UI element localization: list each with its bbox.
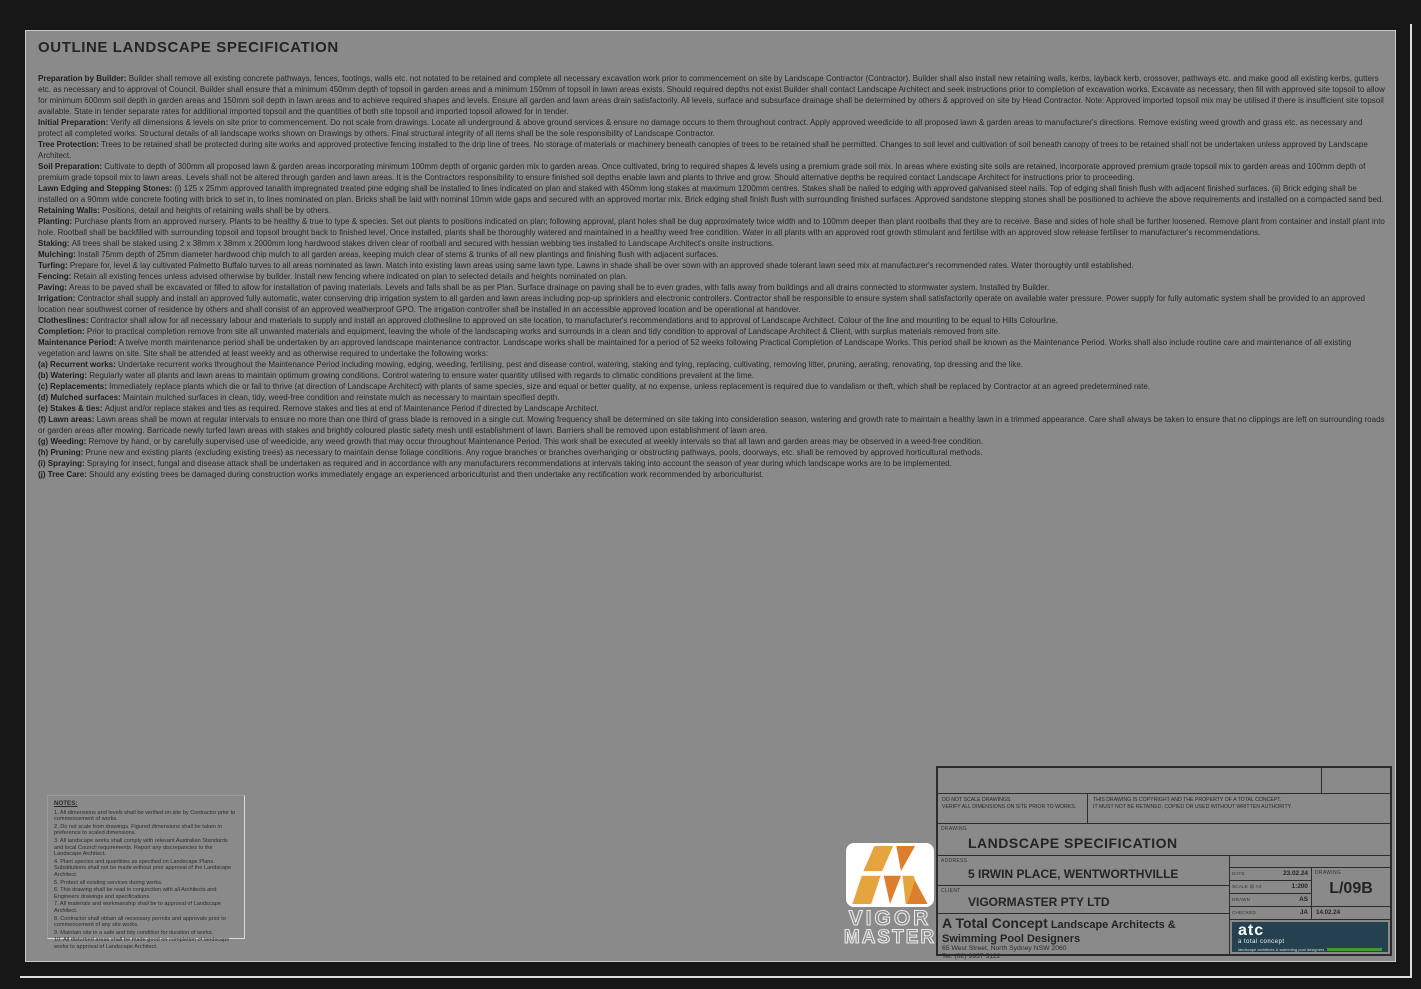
spec-paragraph [38,370,1386,381]
meta-value: 1:200 [1291,883,1308,890]
title-block-left-column [938,856,1230,960]
spec-paragraph-text: Remove by hand, or by carefully supervised use of weedicide, any weed growth that may occur throughout Maintenance Period. This work shall be executed at weekly intervals so that all lawn and garden areas may be observed in a weed-free condition. [88,437,984,446]
spec-paragraph-text: Spraying for insect, fungal and disease attack shall be undertaken as required and in accordance with any manufacturers recommendations at intervals taking into account the season of year during which landscape works are to be implemented. [86,459,952,468]
meta-label: DRAWN [1232,897,1251,902]
drawing-number-label: DRAWING [1315,870,1342,876]
note-item: 9. Maintain site in a safe and tidy condition for duration of works. [54,929,214,936]
spec-paragraph-heading: Maintenance Period: [38,338,119,347]
spec-paragraph-heading: Clotheslines: [38,316,91,325]
spec-paragraph-heading: (f) Lawn areas: [38,415,97,424]
specification-body [38,73,1386,480]
spec-paragraph-text: Trees to be retained shall be protected during site works and approved protective fencing installed to the drip line of trees. No storage of materials or machinery beneath canopies of trees to be retained shall be permitted. Changes to soil level and cultivation of soil beneath canopy of trees to be retained shall not be undertaken unless approved by Landscape Architect. [38,140,1368,160]
spec-paragraph-heading: Initial Preparation: [38,118,111,127]
spec-paragraph-text: All trees shall be staked using 2 x 38mm x 38mm x 2000mm long hardwood stakes driven clear of rootball and secured with hessian webbing ties installed to Landscape Architect's onsite instructions. [71,239,775,248]
spec-paragraph [38,326,1386,337]
spec-paragraph-heading: Turfing: [38,261,70,270]
note-item: 6. This drawing shall be read in conjunction with all Architects and Engineers drawings and specifications. [54,887,217,900]
drawing-title-row [938,824,1390,856]
firm-phone: Tel: (02) 9957 5122 [942,953,1001,960]
atc-logo [1232,922,1388,952]
spec-paragraph-heading: (d) Mulched surfaces: [38,393,123,402]
spec-paragraph [38,337,1386,359]
spec-paragraph [38,205,1386,216]
address-label: ADDRESS [941,858,968,864]
disclaimer-row [938,794,1390,824]
spec-paragraph-heading: Paving: [38,283,70,292]
spec-paragraph-text: Builder shall remove all existing concrete pathways, fences, footings, walls etc. not notated to be retained and complete all necessary excavation work prior to commencement on site by Landscape Contractor (Contractor). Builder shall also install new retaining walls, kerbs, layback kerb, crossover, pathways etc. and make good all existing kerbs, gutters etc. as necessary and to approval of Council. Builder shall ensure that a minimum 450mm depth of topsoil in garden areas and a minimum 150mm of topsoil in lawn areas exists. Should required depths not exist Builder shall contact Landscape Architect and seek instructions prior to completion of excavation works. Excavate as necessary, then fill with approved site topsoil to allow for minimum 600mm soil depth in garden areas and 150mm soil depth in lawn areas and to achieve required shapes and levels. Ensure all garden and lawn areas drain satisfactorily. All levels, surface and subsurface drainage shall be determined by others & approved on site by Head Contractor. Note: Approved imported topsoil mix may be utilised if there is insufficient site topsoil available. State in tender separate rates for additional imported topsoil and the quantities of both site topsoil and imported topsoil allowed for in tender. [38,74,1385,116]
note-item: 1. All dimensions and levels shall be verified on site by Contractor prior to commencement of works. [54,809,236,823]
spec-paragraph-heading: Soil Preparation: [38,162,105,171]
client-row [938,886,1229,914]
spec-paragraph-heading: (h) Pruning: [38,448,86,457]
spec-paragraph-heading: (g) Weeding: [38,437,89,446]
spec-paragraph [38,458,1386,469]
vigor-wordmark: VIGOR [848,907,932,930]
spec-paragraph-text: Undertake recurrent works throughout the Maintenance Period including mowing, edging, weeding, fertilising, pest and disease control, watering, staking and tying, replacing, cultivating, removing litter, pruning, aerating, renovating, top dressing and the like. [118,360,1023,369]
disclaimer-line: VERIFY ALL DIMENSIONS ON SITE PRIOR TO WORKS. [942,803,1077,810]
spec-paragraph-heading: Mulching: [38,250,78,259]
meta-row-drawn [1230,894,1311,907]
spec-paragraph-text: Verify all dimensions & levels on site prior to commencement. Do not scale from drawings. Locate all underground & above ground services & ensure no damage occurs to them throughout contract. Apply approved weedicide to all proposed lawn & garden areas to manufacturer's directions. Remove existing weed growth and grass etc. as necessary and protect all completed works. Structural details of all landscape works shown on Drawings by others. Final structural integrity of all items shall be the sole responsibility of Landscape Contractor. [38,118,1363,138]
meta-label: CHECKED [1232,910,1256,915]
atc-tagline: landscape architects & swimming pool designers [1238,947,1325,952]
note-item: 4. Plant species and quantities as specified on Landscape Plans. Substitutions shall not be made without prior approval of the Landscape Architect. [54,858,232,878]
spec-paragraph-text: Regularly water all plants and lawn areas to maintain optimum growing conditions. Control watering to ensure water quantity utilised with regards to climatic conditions prevalent at the time. [89,371,755,380]
meta-value: 23.02.24 [1283,870,1308,877]
client-label: CLIENT [941,888,961,894]
spec-paragraph-heading: (b) Watering: [38,371,90,380]
spec-paragraph-text: Prune new and existing plants (excluding existing trees) as necessary to maintain dense foliage conditions. Any rogue branches or branches overhanging or obstructing pathways, pools, doorways, etc. shall be removed by approved horticultural methods. [85,448,983,457]
atc-wordmark: atc [1238,922,1265,939]
spec-paragraph-text: (i) 125 x 25mm approved tanalith impregnated treated pine edging shall be installed to lines indicated on plan and staked with 450mm long stakes at maximum 1200mm centres. Stakes shall be nailed to edging with approved galvanised steel nails. Top of edging shall finish flush with adjacent finished surfaces. (ii) Brick edging shall be installed on a 90mm wide concrete footing with brick to set in, to lines nominated on plan. Bricks shall be laid with nominal 10mm wide gaps and secured with an approved mortar mix. Brick edging shall finish flush with surrounding finished surfaces. Approved sandstone stepping stones shall be positioned to achieve the above requirements and installed on a compacted sand bed. [38,184,1384,204]
drawing-number-cell [1312,868,1390,907]
spec-paragraph-text: Retain all existing fences unless advised otherwise by builder. Install new fencing where indicated on plan to selected details and heights nominated on plan. [73,272,628,281]
spec-paragraph [38,414,1386,436]
spec-paragraph-heading: (c) Replacements: [38,382,110,391]
note-item: 7. All materials and workmanship shall be to approval of Landscape Architect. [54,901,221,914]
meta-table [1230,868,1312,920]
spec-paragraph-text: Positions, detail and heights of retaining walls shall be by others. [102,206,331,215]
vigor-m-icon [850,846,930,904]
drawing-number: L/09B [1329,880,1373,897]
notes-heading: NOTES: [54,800,78,807]
spec-paragraph [38,117,1386,139]
client-value: VIGORMASTER PTY LTD [968,895,1110,909]
page-title: OUTLINE LANDSCAPE SPECIFICATION [38,39,339,56]
spec-paragraph-heading: Irrigation: [38,294,78,303]
spec-paragraph [38,282,1386,293]
spec-paragraph-text: Adjust and/or replace stakes and ties as required. Remove stakes and ties at end of Maintenance Period if directed by Landscape Architect. [104,404,599,413]
issue-date-cell [1312,907,1390,920]
atc-green-bar-icon [1327,948,1382,951]
meta-row-scale [1230,881,1311,894]
spec-paragraph-text: Purchase plants from an approved nursery. Plants to be healthy & true to type & species. Set out plants to positions indicated on plan; following approval, plant holes shall be dug approximately twice width and to 100mm deeper than plant rootballs that they are to receive. Base and sides of hole shall be further loosened. Remove plant from container and install plant into hole. Rootball shall be backfilled with surrounding topsoil and topsoil brought back to finished level. Once installed, plants shall be thoroughly watered and maintained in a healthy weed free condition. Water in all plants with an approved root growth stimulant and fertilise with an approved slow release fertiliser to manufacturer's recommendations. [38,217,1385,237]
spec-paragraph-heading: Retaining Walls: [38,206,103,215]
spec-paragraph-heading: Completion: [38,327,87,336]
firm-address: 65 West Street, North Sydney NSW 2060 [942,945,1067,952]
spec-paragraph [38,238,1386,249]
spec-paragraph [38,392,1386,403]
spec-paragraph-text: A twelve month maintenance period shall be undertaken by an approved landscape maintenance contractor. Landscape works shall be maintained for a period of 52 weeks following Practical Completion of Landscape Works. This period shall be known as the Maintenance Period. Works shall also include routine care and maintenance of all existing vegetation and lawns on site. Site shall be attended at least weekly and as otherwise required to undertake the following works: [38,338,1352,358]
meta-label: SCALE @ A3 [1232,884,1262,889]
note-item: 10. All disturbed areas shall be made good on completion of landscape works to approval of Landscape Architect. [54,937,230,950]
disclaimer-line: DO NOT SCALE DRAWINGS. [942,797,1012,803]
firm-name-line2: Swimming Pool Designers [942,933,1081,945]
meta-value: AS [1299,896,1308,903]
spec-paragraph-heading: (j) Tree Care: [38,470,90,479]
spec-paragraph [38,271,1386,282]
drawing-title: LANDSCAPE SPECIFICATION [968,835,1178,851]
spec-paragraph [38,359,1386,370]
spec-paragraph-heading: Fencing: [38,272,74,281]
spec-paragraph-heading: (e) Stakes & ties: [38,404,105,413]
issue-date: 14.02.24 [1316,909,1341,916]
spec-paragraph [38,249,1386,260]
spec-paragraph [38,403,1386,414]
title-block [936,766,1392,960]
atc-subtitle: a total concept [1238,939,1285,945]
note-item: 2. Do not scale from drawings. Figured dimensions shall be taken in preference to scaled dimensions. [54,823,222,837]
spec-paragraph [38,139,1386,161]
note-item: 3. All landscape works shall comply with relevant Australian Standards and local Council requirements. Report any discrepancies to the Landscape Architect. [54,837,228,858]
meta-value: JA [1299,909,1308,916]
spec-paragraph-text: Areas to be paved shall be excavated or filled to allow for installation of paving materials. Levels and falls shall be as per Plan. Surface drainage on paving shall be to even grades, with falls away from buildings and all drains connected to stormwater system. Installed by Builder. [69,283,1050,292]
spec-paragraph [38,216,1386,238]
spec-paragraph-heading: Preparation by Builder: [38,74,129,83]
spec-paragraph-heading: (i) Spraying: [38,459,87,468]
spec-paragraph [38,183,1386,205]
atc-tagline-row [1238,947,1382,952]
sheet [25,30,1396,962]
spec-paragraph-text: Contractor shall supply and install an approved fully automatic, water conserving drip irrigation system to all garden and lawn areas including pop-up sprinklers and electronic controllers. Contractor shall be responsible to ensure system shall satisfactorily operate on available water pressure. Power supply for fully automatic system shall be provided to an approved location near southwest corner of residence by others and shall consist of an approved weatherproof GPO. The irrigation controller shall be installed in an accessible approved location and be operational at handover. [38,294,1365,314]
title-block-lower [938,856,1390,960]
spec-paragraph-heading: Lawn Edging and Stepping Stones: [38,184,175,193]
spec-paragraph-heading: (a) Recurrent works: [38,360,119,369]
spec-paragraph-text: Immediately replace plants which die or fail to thrive (at direction of Landscape Architect) with plants of same species, size and equal or better quality, at no expense, unless replacement is required due to vandalism or theft, which shall be replaced by Contractor at an agreed predetermined rate. [109,382,1150,391]
spec-paragraph [38,381,1386,392]
firm-name: A Total Concept Landscape Architects & [942,915,1176,931]
address-row [938,856,1229,886]
spec-paragraph-heading: Planting: [38,217,75,226]
drawing-title-label: DRAWING [941,826,968,832]
spec-paragraph [38,293,1386,315]
spec-paragraph-text: Cultivate to depth of 300mm all proposed lawn & garden areas incorporating minimum 100mm depth of organic garden mix to garden areas. Once cultivated, bring to required shapes & levels using a premium grade soil mix. In areas where existing site soils are retained, incorporate approved premium grade topsoil mix to garden areas and 100mm depth of premium grade topsoil mix to lawn areas. Levels shall not be altered through garden and lawn areas. It is the Contractors responsibility to ensure finished soil depths enable lawn and plants to thrive and grow. Should alternative depths be required contact Landscape Architect for instructions prior to proceeding. [38,162,1366,182]
spec-paragraph [38,161,1386,183]
address-value: 5 IRWIN PLACE, WENTWORTHVILLE [968,867,1179,881]
spec-paragraph-text: Should any existing trees be damaged during construction works immediately engage an experienced arboriculturist and then undertake any rectification work recommended by arboriculturist. [89,470,764,479]
spec-paragraph [38,436,1386,447]
title-block-right-column [1230,856,1390,954]
spec-paragraph-heading: Staking: [38,239,72,248]
spec-paragraph-heading: Tree Protection: [38,140,102,149]
spec-paragraph [38,73,1386,117]
revision-row [938,768,1390,794]
meta-label: DATE [1232,871,1245,876]
spacer-cell [1230,856,1390,868]
firm-row [938,914,1229,960]
spec-paragraph [38,447,1386,458]
spec-paragraph-text: Prior to practical completion remove from site all unwanted materials and equipment, leaving the whole of the landscaping works and surrounds in a clean and tidy condition to approval of Landscape Architect & Client, with surplus materials removed from site. [86,327,1001,336]
meta-row-date [1230,868,1311,881]
disclaimer-left-cell [938,794,1088,823]
spec-paragraph-text: Maintain mulched surfaces in clean, tidy, weed-free condition and reinstate mulch as necessary to maintain specified depth. [122,393,560,402]
notes-list [54,810,238,951]
spec-paragraph [38,469,1386,480]
master-wordmark: MASTER [843,927,937,948]
note-item: 8. Contractor shall obtain all necessary permits and approvals prior to commencement of any site works. [54,915,226,929]
disclaimer-line: THIS DRAWING IS COPYRIGHT AND THE PROPERTY OF A TOTAL CONCEPT. [1093,797,1282,803]
spec-paragraph [38,315,1386,326]
spec-paragraph-text: Lawn areas shall be mown at regular intervals to ensure no more than one third of grass blade is removed in a single cut. Mowing frequency shall be determined on site taking into consideration season, watering and growth rate to maintain a healthy lawn in a trimmed appearance. Care shall always be taken to ensure that no clippings are left on surrounding roads or garden areas after mowing. Barricade newly turfed lawn areas with stakes and brightly coloured plastic safety mesh until establishment of lawn. Barriers shall be removed upon establishment of lawn area. [38,415,1385,435]
spec-paragraph [38,260,1386,271]
spec-paragraph-text: Prepare for, level & lay cultivated Palmetto Buffalo turves to all areas nominated as lawn. Match into existing lawn areas using same lawn type. Lawns in shade shall be over sown with an approved shade tolerant lawn seed mix at manufacturer's recommended rates. Water thoroughly until established. [69,261,1134,270]
disclaimer-line: IT MUST NOT BE RETAINED, COPIED OR USED WITHOUT WRITTEN AUTHORITY. [1093,803,1292,810]
notes-box [47,795,245,950]
spec-paragraph-text: Contractor shall allow for all necessary labour and materials to supply and install an approved clothesline to approved on site location, to manufacturer's recommendations and to approval of Landscape Architect. Colour of the line and mounting to be equal to Hills Colourline. [90,316,1058,325]
note-item: 5. Protect all existing services during works. [54,879,163,886]
disclaimer-right-cell [1088,794,1390,823]
vigor-master-logo [838,841,942,971]
spec-paragraph-text: Install 75mm depth of 25mm diameter hardwood chip mulch to all garden areas, keeping mulch clear of stems & trunks of all new plantings and finishing flush with adjacent surfaces. [78,250,719,259]
meta-row-checked [1230,907,1311,920]
